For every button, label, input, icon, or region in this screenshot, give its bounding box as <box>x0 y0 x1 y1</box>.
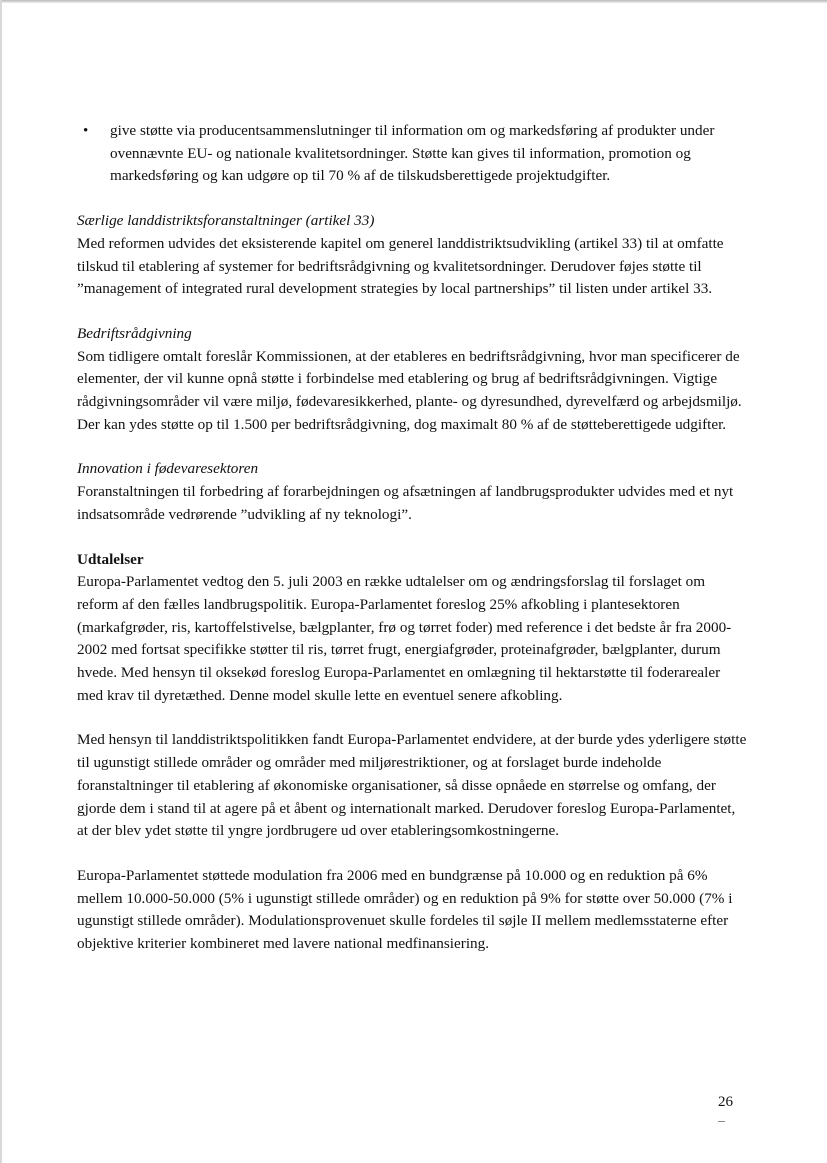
page-number: 26 <box>718 1094 733 1110</box>
section-innovation <box>77 458 747 526</box>
bullet-text: give støtte via producentsammenslutninger til information om og markedsføring af produkter under ovennævnte EU- og nationale kvalitetsordninger. Støtte kan gives til information, promotion og markedsføring og kan udgøre op til 70 % af de tilskudsberettigede projektudgifter. <box>110 122 715 185</box>
paragraph: Europa-Parlamentet vedtog den 5. juli 2003 en række udtalelser om og ændringsforslag til forslaget om reform af den fælles landbrugspolitik. Europa-Parlamentet foreslog 25% afkobling i plantesektoren (markafgrøder, ris, kartoffelstivelse, bælgplanter, frø og tørret foder) med reference i det bedste år fra 2000-2002 med fortsat specifikke støtter til ris, tørret frugt, energiafgrøder, proteinafgrøder, bælgplanter, durum hvede. Med hensyn til oksekød foreslog Europa-Parlamentet en omlægning til hektarstøtte til foderarealer med krav til dyretæthed. Denne model skulle lette en eventuel senere afkobling. <box>77 573 732 704</box>
paragraph: Med hensyn til landdistriktspolitikken fandt Europa-Parlamentet endvidere, at der burde ydes yderligere støtte til ugunstigt stillede områder og områder med miljørestriktioner, og at forslaget burde indeholde foranstaltninger til etablering af økonomiske organisationer, så disse opnåede en størrelse og omfang, der gjorde dem i stand til at agere på et åbent og internationalt marked. Derudover foreslog Europa-Parlamentet, at der blev ydet støtte til yngre jordbrugere ud over etableringsomkostningerne. <box>77 731 747 840</box>
section-body: Som tidligere omtalt foreslår Kommissionen, at der etableres en bedriftsrådgivning, hvor man specificerer de elementer, der vil kunne opnå støtte i forbindelse med etablering og brug af bedriftsrådgivningen. Vigtige rådgivningsområder vil være miljø, fødevaresikkerhed, plante- og dyresundhed, dyrevelfærd og arbejdsmiljø. Der kan ydes støtte op til 1.500 per bedriftsrådgivning, dog maximalt 80 % af de støtteberettigede udgifter. <box>77 347 742 433</box>
section-heading: Innovation i fødevaresektoren <box>77 460 259 478</box>
section-udtalelser <box>77 549 747 956</box>
section-heading: Udtalelser <box>77 550 144 568</box>
scan-mark <box>718 1121 725 1122</box>
section-bedriftsraadgivning <box>77 323 747 437</box>
paragraph: Europa-Parlamentet støttede modulation fra 2006 med en bundgrænse på 10.000 og en reduktion på 6% mellem 10.000-50.000 (5% i ugunstigt stillede områder) og en reduktion på 9% for støtte over 50.000 (7% i ugunstigt stillede områder). Modulationsprovenuet skulle fordeles til søjle II mellem medlemsstaterne efter objektive kriterier kombineret med lavere national medfinansiering. <box>77 866 733 953</box>
scan-edge-top <box>0 0 827 3</box>
bullet-list-item <box>83 120 747 188</box>
page-content <box>77 120 747 956</box>
section-heading: Bedriftsrådgivning <box>77 324 192 342</box>
section-saerlige-foranstaltninger <box>77 210 747 301</box>
section-body: Med reformen udvides det eksisterende kapitel om generel landdistriktsudvikling (artikel 33) til at omfatte tilskud til etablering af systemer for bedriftsrådgivning og kvalitetsordninger. Derudover føjes støtte til ”management of integrated rural development strategies by local partnerships” til listen under artikel 33. <box>77 234 724 298</box>
scan-edge-left <box>0 0 2 1163</box>
bullet-icon: • <box>83 122 89 139</box>
section-body: Foranstaltningen til forbedring af forarbejdningen og afsætningen af landbrugsprodukter udvides med et nyt indsatsområde vedrørende ”udvikling af ny teknologi”. <box>77 483 734 523</box>
section-heading: Særlige landdistriktsforanstaltninger (artikel 33) <box>77 212 375 230</box>
